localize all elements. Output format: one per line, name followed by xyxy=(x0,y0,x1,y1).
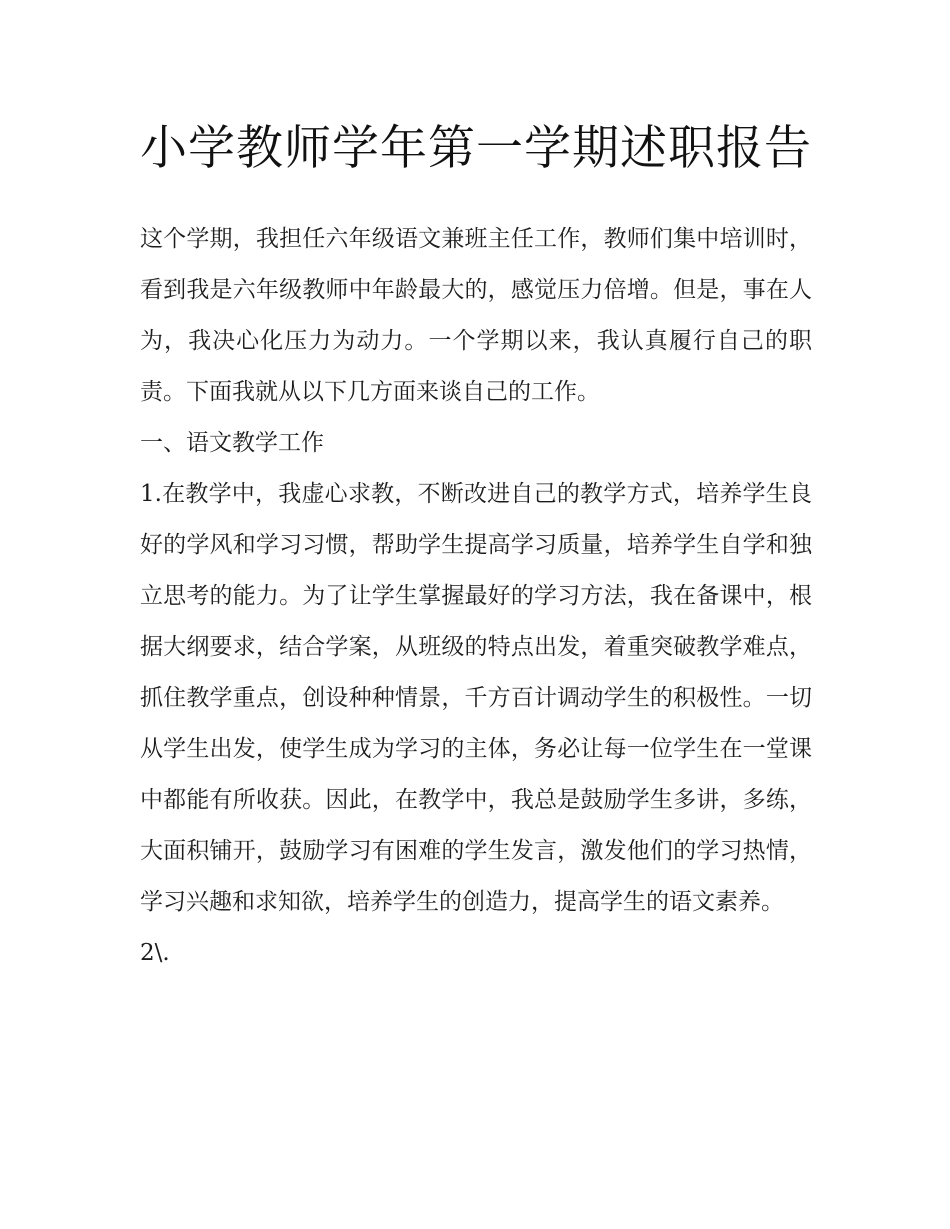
document-title: 小学教师学年第一学期述职报告 xyxy=(140,121,812,176)
document-page xyxy=(140,112,812,979)
document-body xyxy=(140,214,812,979)
paragraph-item-1: 1.在教学中，我虚心求教，不断改进自己的教学方式，培养学生良好的学风和学习习惯，帮助学生提高学习质量，培养学生自学和独立思考的能力。为了让学生掌握最好的学习方法，我在备课中，根据大纲要求，结合学案，从班级的特点出发，着重突破教学难点，抓住教学重点，创设种种情景，千方百计调动学生的积极性。一切从学生出发，使学生成为学习的主体，务必让每一位学生在一堂课中都能有所收获。因此，在教学中，我总是鼓励学生多讲，多练，大面积铺开，鼓励学习有困难的学生发言，激发他们的学习热情，学习兴趣和求知欲，培养学生的创造力，提高学生的语文素养。 xyxy=(140,481,812,915)
intro-paragraph: 这个学期，我担任六年级语文兼班主任工作，教师们集中培训时，看到我是六年级教师中年龄最大的，感觉压力倍增。但是，事在人为，我决心化压力为动力。一个学期以来，我认真履行自己的职责。下面我就从以下几方面来谈自己的工作。 xyxy=(140,226,812,405)
section-heading-chinese-teaching: 一、语文教学工作 xyxy=(140,430,324,456)
paragraph-item-2: 2\. xyxy=(140,940,170,966)
